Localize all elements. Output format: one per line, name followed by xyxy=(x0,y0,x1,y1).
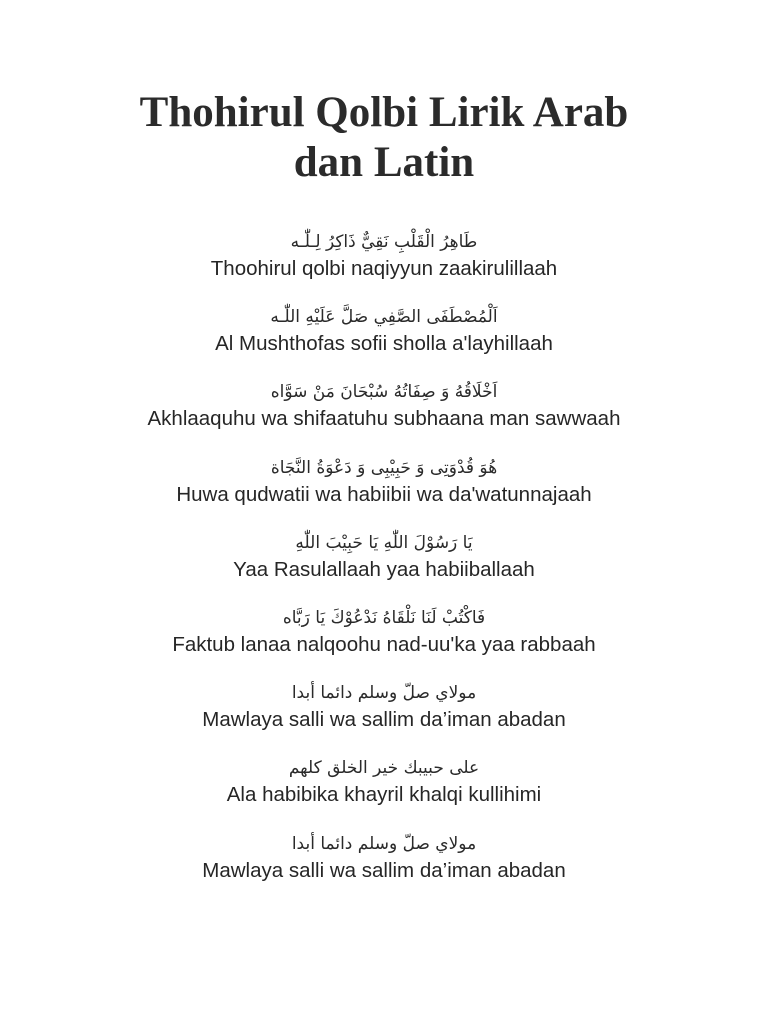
latin-line: Huwa qudwatii wa habiibii wa da'watunnajaah xyxy=(176,482,592,506)
verse-3 xyxy=(0,378,768,453)
latin-line: Al Mushthofas sofii sholla a'layhillaah xyxy=(215,332,553,356)
arabic-line: اَخْلَاقُهُ وَ صِفَاتُهُ سُبْحَانَ مَنْ سَوَّاه xyxy=(270,382,498,403)
verse-2 xyxy=(0,303,768,378)
verse-8 xyxy=(0,754,768,829)
verse-7 xyxy=(0,679,768,754)
verse-9 xyxy=(0,830,768,905)
verse-1 xyxy=(0,228,768,303)
latin-line: Yaa Rasulallaah yaa habiiballaah xyxy=(233,557,535,581)
title-line-2: dan Latin xyxy=(293,139,475,186)
page-title xyxy=(0,88,768,188)
verse-6 xyxy=(0,604,768,679)
lyrics-list xyxy=(0,228,768,905)
latin-line: Mawlaya salli wa sallim da’iman abadan xyxy=(202,708,566,732)
arabic-line: فَاكْتُبْ لَنَا نَلْقَاهُ نَدْعُوْكَ يَا رَبَّاه xyxy=(282,607,486,628)
latin-line: Ala habibika khayril khalqi kullihimi xyxy=(226,783,542,807)
arabic-line: هُوَ قُدْوَتِى وَ حَبِيْبِى وَ دَعْوَةُ النَّجَاة xyxy=(270,457,498,478)
latin-line: Mawlaya salli wa sallim da’iman abadan xyxy=(202,858,566,882)
latin-line: Thoohirul qolbi naqiyyun zaakirulillaah xyxy=(210,257,558,280)
verse-5 xyxy=(0,529,768,604)
arabic-line: طَاهِرُ الْقَلْبِ نَقِيٌّ ذَاكِرُ لِـلّٰـه xyxy=(290,232,478,252)
arabic-line: مولاي صلّ وسلم دائما أبدا xyxy=(291,833,477,854)
arabic-line: مولاي صلّ وسلم دائما أبدا xyxy=(291,683,477,704)
title-line-1: Thohirul Qolbi Lirik Arab xyxy=(139,89,629,136)
verse-4 xyxy=(0,454,768,529)
latin-line: Faktub lanaa nalqoohu nad-uu'ka yaa rabbaah xyxy=(172,632,596,656)
arabic-line: على حبيبك خير الخلق كلهم xyxy=(288,758,480,779)
arabic-line: يَا رَسُوْلَ اللّٰهِ يَا حَبِيْبَ اللّٰهِ xyxy=(295,532,473,553)
arabic-line: اَلْمُصْطَفَى الصَّفِي صَلَّ عَلَيْهِ اللّٰـه xyxy=(270,307,498,328)
latin-line: Akhlaaquhu wa shifaatuhu subhaana man sawwaah xyxy=(147,407,621,431)
